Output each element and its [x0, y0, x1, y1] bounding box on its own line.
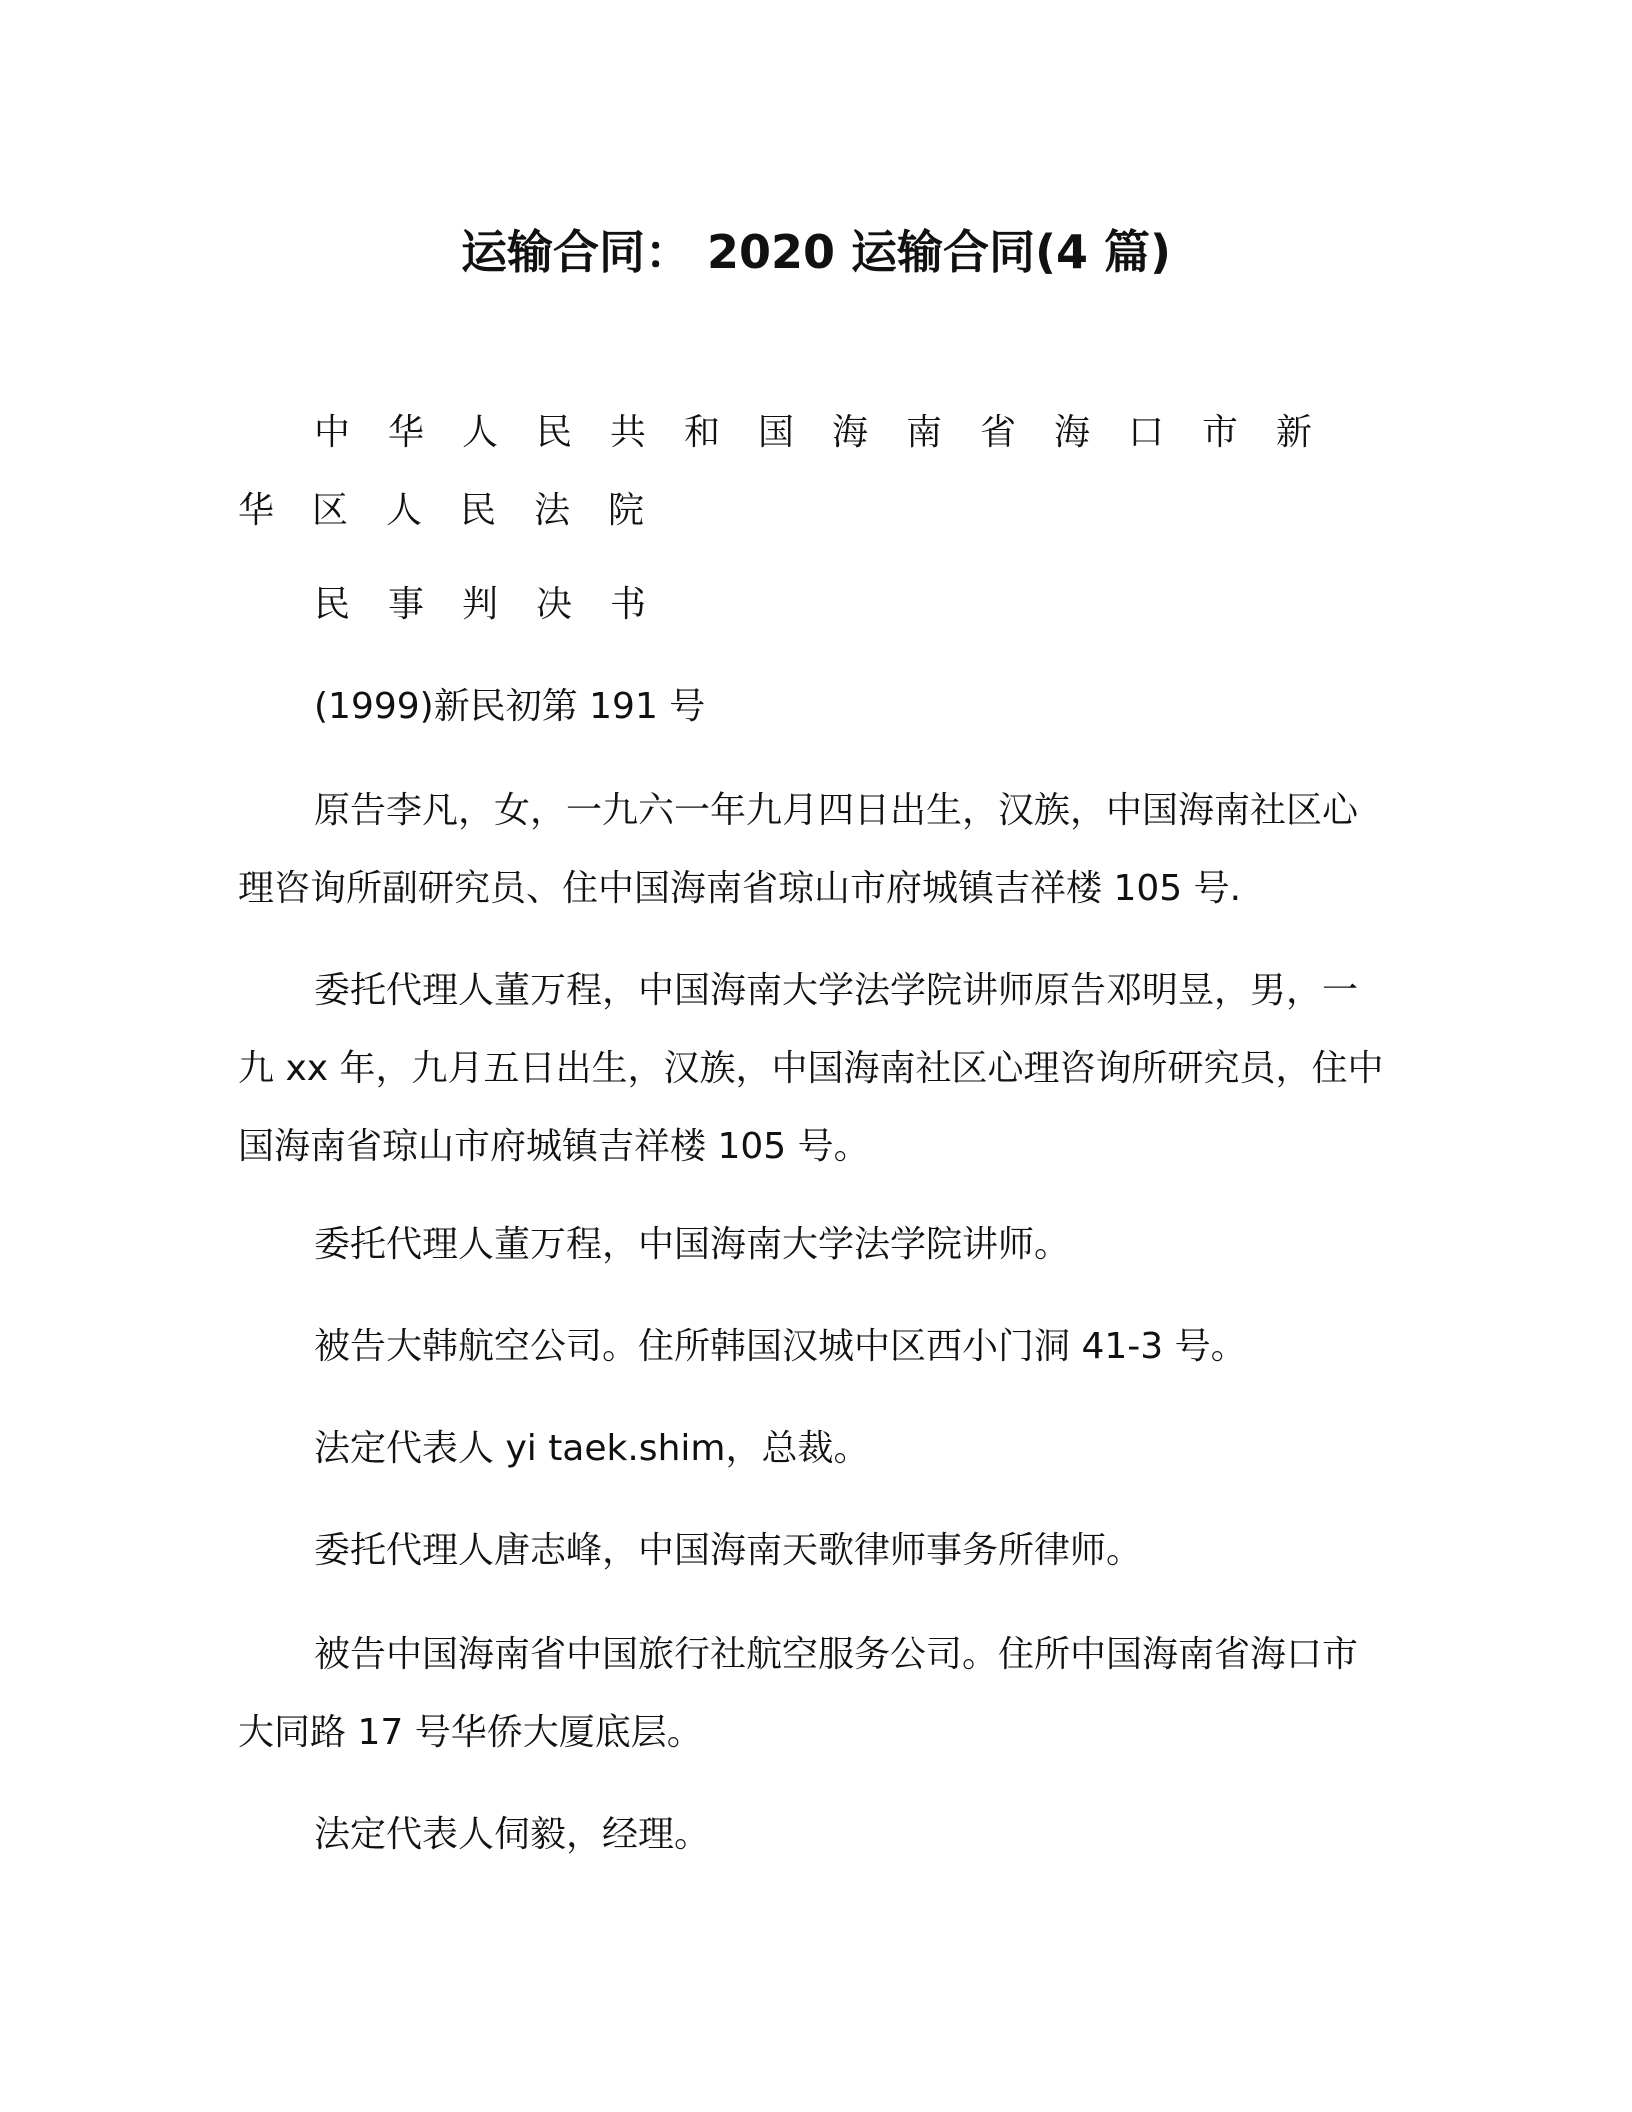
document-title: 运输合同： 2020 运输合同(4 篇) — [460, 225, 1172, 279]
court-name: 中华人民共和国海南省海口市新华区人民法院 — [238, 412, 1351, 531]
paragraph-legal-rep-1: 法定代表人 yi taek.shim，总裁。 — [314, 1428, 870, 1469]
paragraph-agent: 委托代理人董万程，中国海南大学法学院讲师。 — [314, 1224, 1071, 1265]
document-type: 民事判决书 — [314, 584, 685, 625]
case-number: (1999)新民初第 191 号 — [314, 686, 706, 727]
paragraph-agent-plaintiff-2: 委托代理人董万程，中国海南大学法学院讲师原告邓明昱，男，一九 xx 年，九月五日出生，汉族，中国海南社区心理咨询所研究员，住中国海南省琼山市府城镇吉祥楼 105 号。 — [238, 970, 1384, 1167]
paragraph-defendant-1: 被告大韩航空公司。住所韩国汉城中区西小门洞 41-3 号。 — [314, 1326, 1247, 1367]
paragraph-legal-rep-2: 法定代表人伺毅，经理。 — [314, 1814, 711, 1855]
paragraph-defendant-2: 被告中国海南省中国旅行社航空服务公司。住所中国海南省海口市大同路 17 号华侨大厦底层。 — [238, 1634, 1359, 1753]
paragraph-agent-defendant-1: 委托代理人唐志峰，中国海南天歌律师事务所律师。 — [314, 1530, 1143, 1571]
paragraph-plaintiff-1: 原告李凡，女，一九六一年九月四日出生，汉族，中国海南社区心理咨询所副研究员、住中国海南省琼山市府城镇吉祥楼 105 号. — [238, 790, 1359, 909]
